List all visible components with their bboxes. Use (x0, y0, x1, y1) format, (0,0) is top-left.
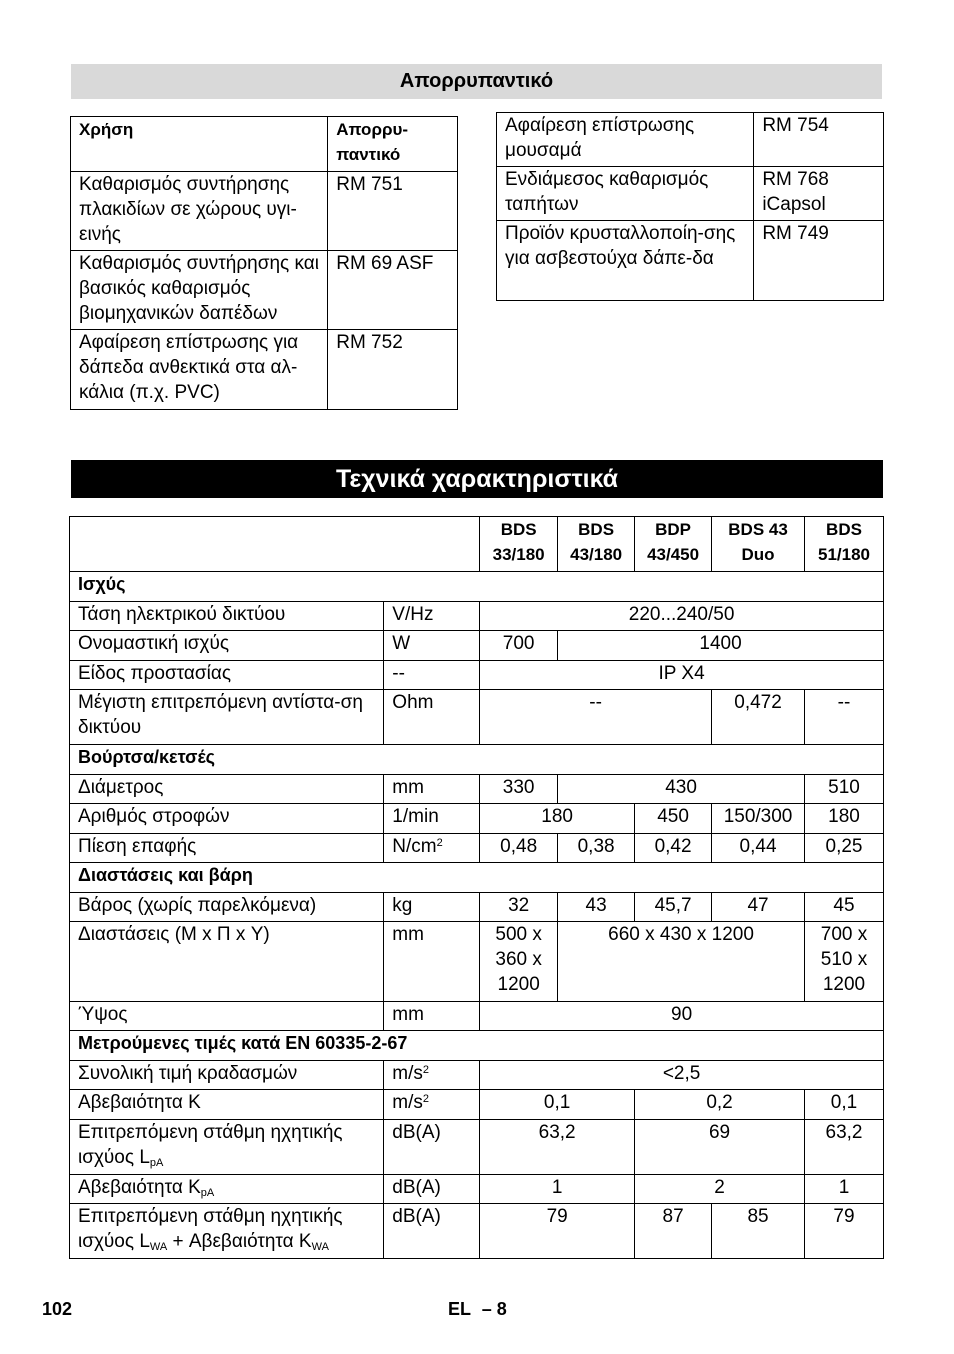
row-label: Πίεση επαφής (70, 834, 384, 863)
cell-product: RM 752 (328, 330, 458, 410)
row-label: Διάμετρος (70, 775, 384, 804)
cleaner-table-left (70, 116, 458, 410)
unit-sup: 2 (422, 1064, 430, 1076)
unit-sup: 2 (436, 837, 443, 849)
value: 0,1 (805, 1090, 884, 1120)
model-bds-43-duo: BDS 43 Duo (712, 517, 805, 572)
cell-use: Καθαρισμός συντήρησης και βασικός καθαρισμός βιομηχανικών δαπέδων (71, 251, 328, 330)
row-label: Αριθμός στροφών (70, 804, 384, 834)
value: 0,38 (558, 834, 635, 863)
row-unit: dB(A) (384, 1120, 480, 1175)
table-header-row (71, 117, 458, 172)
value: 660 x 430 x 1200 (558, 922, 805, 1002)
label-sub: WA (149, 1241, 168, 1253)
table-row (70, 804, 884, 834)
row-label: Βάρος (χωρίς παρελκόμενα) (70, 893, 384, 922)
value: 0,42 (635, 834, 712, 863)
row-unit: 1/min (384, 804, 480, 834)
value: 0,25 (805, 834, 884, 863)
model-bds-43-180: BDS 43/180 (558, 517, 635, 572)
cell-use: Αφαίρεση επίστρωσης μουσαμά (497, 113, 754, 167)
cleaner-section-title: Απορρυπαντικό (71, 64, 882, 99)
row-label: Ονομαστική ισχύς (70, 631, 384, 661)
value: 79 (480, 1204, 635, 1259)
section-row (70, 863, 884, 893)
value: 180 (480, 804, 635, 834)
value-all: IP X4 (480, 661, 884, 690)
unit-text: m/s (392, 1092, 423, 1113)
header-use: Χρήση (71, 117, 328, 172)
row-unit: mm (384, 1002, 480, 1031)
value: 180 (805, 804, 884, 834)
row-unit: W (384, 631, 480, 661)
model-bds-51-180: BDS 51/180 (805, 517, 884, 572)
value: -- (805, 690, 884, 745)
table-row (70, 834, 884, 863)
table-row (70, 1175, 884, 1204)
header-product: Απορρυ-παντικό (328, 117, 458, 172)
table-row (70, 775, 884, 804)
value: 45,7 (635, 893, 712, 922)
section-row (70, 572, 884, 602)
value: 45 (805, 893, 884, 922)
row-label (70, 1120, 384, 1175)
row-label (70, 1175, 384, 1204)
value: 150/300 (712, 804, 805, 834)
table-row (70, 1204, 884, 1259)
table-row (70, 602, 884, 631)
value: 1 (480, 1175, 635, 1204)
value: 63,2 (480, 1120, 635, 1175)
section-row (70, 1031, 884, 1061)
cell-product: RM 69 ASF (328, 251, 458, 330)
row-label: Είδος προστασίας (70, 661, 384, 690)
value: 510 (805, 775, 884, 804)
row-unit (384, 834, 480, 863)
header-blank (70, 517, 480, 572)
model-header-row (70, 517, 884, 572)
table-row (70, 1002, 884, 1031)
value: 79 (805, 1204, 884, 1259)
value: 500 x 360 x 1200 (480, 922, 558, 1002)
row-unit: mm (384, 922, 480, 1002)
table-row (70, 690, 884, 745)
row-label (70, 1204, 384, 1259)
page-number: 102 (42, 1299, 73, 1319)
row-label: Ύψος (70, 1002, 384, 1031)
section-power: Ισχύς (70, 572, 884, 602)
model-bdp-43-450: BDP 43/450 (635, 517, 712, 572)
table-row (70, 631, 884, 661)
label-sub: WA (311, 1241, 329, 1253)
section-dimensions: Διαστάσεις και βάρη (70, 863, 884, 893)
table-row (497, 221, 884, 301)
row-label: Μέγιστη επιτρεπόμενη αντίστα-ση δικτύου (70, 690, 384, 745)
label-text: Αβεβαιότητα K (78, 1177, 201, 1198)
row-unit: dB(A) (384, 1204, 480, 1259)
section-brush: Βούρτσα/κετσές (70, 745, 884, 775)
row-label: Τάση ηλεκτρικού δικτύου (70, 602, 384, 631)
row-unit: dB(A) (384, 1175, 480, 1204)
value: 450 (635, 804, 712, 834)
label-text: + Αβεβαιότητα K (167, 1231, 312, 1252)
unit-text: m/s (392, 1063, 423, 1084)
row-unit (384, 1090, 480, 1120)
value-all: 220...240/50 (480, 602, 884, 631)
table-row (71, 330, 458, 410)
value: 0,2 (635, 1090, 805, 1120)
cell-product: RM 768 iCapsol (754, 167, 884, 221)
row-unit: -- (384, 661, 480, 690)
model-bds-33-180: BDS 33/180 (480, 517, 558, 572)
table-row (497, 167, 884, 221)
row-unit (384, 1061, 480, 1090)
row-label: Διαστάσεις (Μ x Π x Υ) (70, 922, 384, 1002)
section-measured: Μετρούμενες τιμές κατά EN 60335-2-67 (70, 1031, 884, 1061)
table-row (70, 922, 884, 1002)
value: 2 (635, 1175, 805, 1204)
value: 0,472 (712, 690, 805, 745)
cell-use: Αφαίρεση επίστρωσης για δάπεδα ανθεκτικά στα αλ-κάλια (π.χ. PVC) (71, 330, 328, 410)
label-sub: pA (149, 1157, 164, 1169)
footer-language (448, 1299, 507, 1320)
value: 47 (712, 893, 805, 922)
footer-sep: – (481, 1299, 492, 1319)
row-unit: Ohm (384, 690, 480, 745)
row-unit: V/Hz (384, 602, 480, 631)
value: 32 (480, 893, 558, 922)
table-row (70, 661, 884, 690)
value: 85 (712, 1204, 805, 1259)
specs-section-title: Τεχνικά χαρακτηριστικά (71, 460, 883, 498)
cell-use: Ενδιάμεσος καθαρισμός ταπήτων (497, 167, 754, 221)
label-text: Επιτρεπόμενη στάθμη ηχητικής ισχύος L (78, 1122, 343, 1168)
row-label: Αβεβαιότητα K (70, 1090, 384, 1120)
label-sub: pA (200, 1187, 215, 1199)
value: 0,44 (712, 834, 805, 863)
row-label: Συνολική τιμή κραδασμών (70, 1061, 384, 1090)
value: 0,1 (480, 1090, 635, 1120)
row-unit: mm (384, 775, 480, 804)
value: 700 x 510 x 1200 (805, 922, 884, 1002)
value: 700 (480, 631, 558, 661)
cell-product: RM 754 (754, 113, 884, 167)
section-row (70, 745, 884, 775)
table-row (71, 251, 458, 330)
unit-text: N/cm (392, 836, 437, 857)
specs-table (69, 516, 884, 1259)
value: 1400 (558, 631, 884, 661)
table-row (71, 172, 458, 251)
value: 1 (805, 1175, 884, 1204)
table-row (70, 893, 884, 922)
unit-sup: 2 (422, 1093, 430, 1105)
footer-num: 8 (496, 1299, 507, 1319)
cell-use: Καθαρισμός συντήρησης πλακιδίων σε χώρους υγι-εινής (71, 172, 328, 251)
value: -- (480, 690, 712, 745)
cell-product: RM 749 (754, 221, 884, 301)
row-unit: kg (384, 893, 480, 922)
footer-lang: EL (448, 1299, 471, 1319)
value: 330 (480, 775, 558, 804)
value: 63,2 (805, 1120, 884, 1175)
table-row (497, 113, 884, 167)
table-row (70, 1061, 884, 1090)
value-all: 90 (480, 1002, 884, 1031)
cell-use: Προϊόν κρυσταλλοποίη-σης για ασβεστούχα δάπε-δα (497, 221, 754, 301)
value: 43 (558, 893, 635, 922)
cleaner-table-right (496, 112, 884, 301)
value-all: <2,5 (480, 1061, 884, 1090)
value: 0,48 (480, 834, 558, 863)
value: 430 (558, 775, 805, 804)
label-text: Επιτρεπόμενη στάθμη ηχητικής ισχύος L (78, 1206, 343, 1252)
cell-product: RM 751 (328, 172, 458, 251)
table-row (70, 1090, 884, 1120)
table-row (70, 1120, 884, 1175)
value: 69 (635, 1120, 805, 1175)
value: 87 (635, 1204, 712, 1259)
